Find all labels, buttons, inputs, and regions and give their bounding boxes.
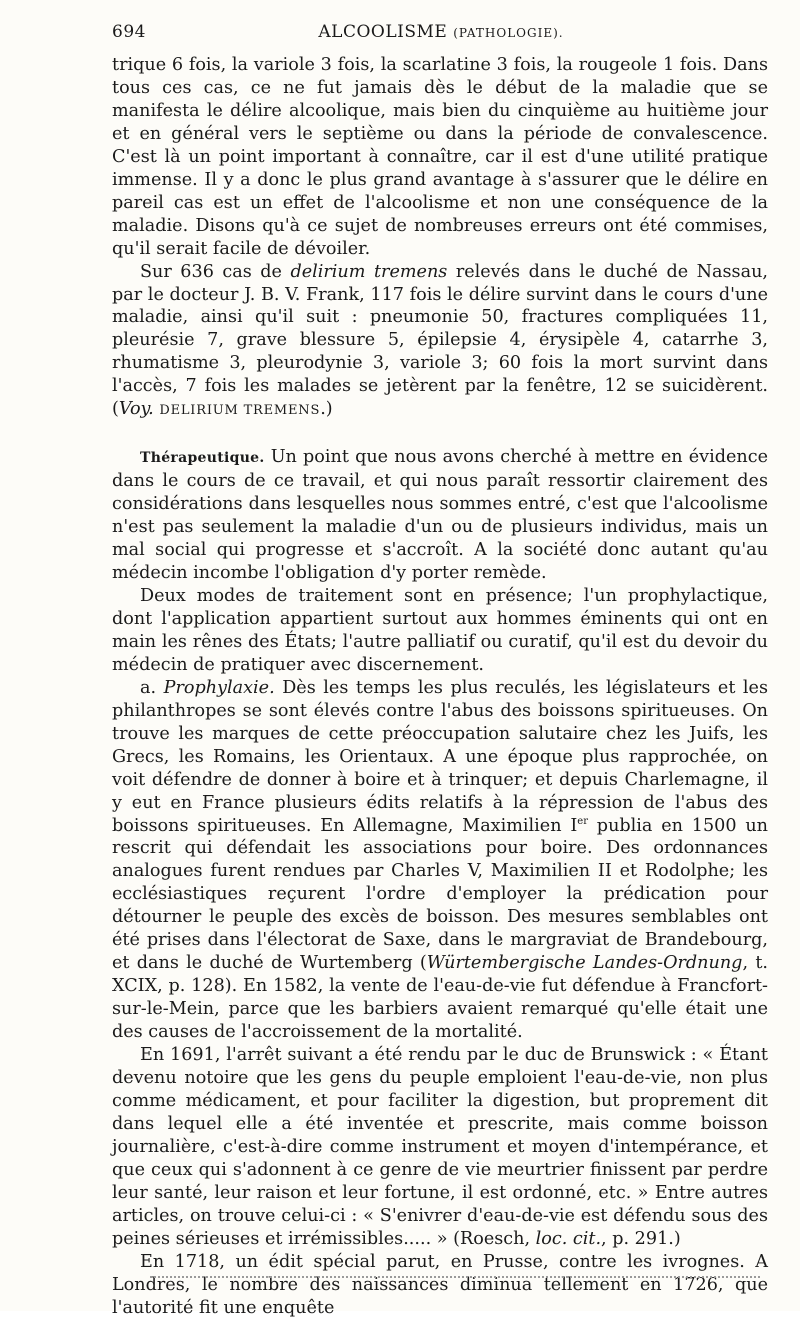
running-head-title: ALCOOLISME <box>318 22 448 42</box>
paragraph-nassau-statistics: Sur 636 cas de delirium tremens relevés dans le duché de Nassau, par le docteur J. B. V. Frank, 117 fois le délire survint dans le cours d'une maladie, ainsi qu'il suit : pneumonie 50, fractures compliquées 11, pleurésie 7, grave blessure 5, épilepsie 4, érysipèle 4, catarrhe 3, rhumatisme 3, pleurodynie 3, variole 3; 60 fois la mort survint dans l'accès, 7 fois les malades se jetèrent par la fenêtre, 12 se suicidèrent. (Voy. DELIRIUM TREMENS.) <box>112 261 768 420</box>
paragraph-prusse-londres: En 1718, un édit spécial parut, en Prusse, contre les ivrognes. A Londres, le nombre des naissances diminua tellement en 1726, que l'autorité fit une enquête <box>112 1251 768 1318</box>
body-text <box>112 54 768 1319</box>
cross-reference: DELIRIUM TREMENS <box>159 403 321 419</box>
paragraph-treatment-modes: Deux modes de traitement sont en présence; l'un prophylactique, dont l'application appartient surtout aux hommes éminents qui ont en main les rênes des États; l'autre palliatif ou curatif, qu'il est du devoir du médecin de pratiquer avec discernement. <box>112 585 768 675</box>
term-delirium-tremens: delirium tremens <box>290 261 448 282</box>
running-head-subtitle: (PATHOLOGIE). <box>453 26 564 40</box>
paragraph-brunswick: En 1691, l'arrêt suivant a été rendu par le duc de Brunswick : « Étant devenu notoire que les gens du peuple emploient l'eau-de-vie, non plus comme médicament, et pour faciliter la digestion, but proprement dit dans lequel elle a été inventée et prescrite, mais comme boisson journalière, c'est-à-dire comme instrument et moyen d'intempérance, et que ceux qui s'adonnent à ce genre de vie meurtrier finissent par perdre leur santé, leur raison et leur fortune, il est ordonné, etc. » Entre autres articles, on trouve celui-ci : « S'enivrer d'eau-de-vie est défendu sous des peines sérieuses et irrémissibles..... » (Roesch, loc. cit., p. 291.) <box>112 1045 768 1249</box>
page-header <box>112 22 770 48</box>
citation-landes-ordnung: Würtembergische Landes-Ordnung <box>426 953 743 974</box>
running-head <box>112 22 770 42</box>
page-number: 694 <box>112 22 146 42</box>
subheading-prophylaxie: Prophylaxie. <box>163 677 275 698</box>
paragraph-therapeutique: Thérapeutique. Un point que nous avons cherché à mettre en évidence dans le cours de ce travail, et qui nous paraît ressortir clairement des considérations dans lesquelles nous sommes entré, c'est que l'alcoolisme n'est pas seulement la maladie d'un ou de plusieurs individus, mais un mal social qui progresse et s'accroît. A la société donc autant qu'au médecin incombe l'obligation d'y porter remède. <box>112 447 768 584</box>
section-heading-therapeutique: Thérapeutique. <box>140 450 265 467</box>
paragraph-continuation: trique 6 fois, la variole 3 fois, la scarlatine 3 fois, la rougeole 1 fois. Dans tous ces cas, ce ne fut jamais dès le début de la maladie que se manifesta le délire alcoolique, mais bien du cinquième au huitième jour et en général vers le septième ou dans la période de convalescence. C'est là un point important à connaître, car il est d'une utilité pratique immense. Il y a donc le plus grand avantage à s'assurer que le délire en pareil cas est un effet de l'alcoolisme et non une conséquence de la maladie. Disons qu'à ce sujet de nombreuses erreurs ont été commises, qu'il serait facile de dévoiler. <box>112 55 768 259</box>
footer-rule <box>150 1276 760 1278</box>
paragraph-prophylaxie: a. Prophylaxie. Dès les temps les plus reculés, les législateurs et les philanthropes se sont élevés contre l'abus des boissons spiritueuses. On trouve les marques de cette préoccupation salutaire chez les Juifs, les Grecs, les Romains, les Orientaux. A une époque plus rapprochée, on voit défendre de donner à boire et à trinquer; et depuis Charlemagne, il y eut en France plusieurs édits relatifs à la répression de l'abus des boissons spiritueuses. En Allemagne, Maximilien Ier publia en 1500 un rescrit qui défendait les associations pour boire. Des ordonnances analogues furent rendues par Charles V, Maximilien II et Rodolphe; les ecclésiastiques reçurent l'ordre d'employer la prédication pour détourner le peuple des excès de boisson. Des mesures semblables ont été prises dans l'électorat de Saxe, dans le margraviat de Brandebourg, et dans le duché de Wurtemberg (Würtembergische Landes-Ordnung, t. XCIX, p. 128). En 1582, la vente de l'eau-de-vie fut défendue à Francfort-sur-le-Mein, parce que les barbiers avaient remarqué qu'elle était une des causes de l'accroissement de la mortalité. <box>112 677 768 1043</box>
